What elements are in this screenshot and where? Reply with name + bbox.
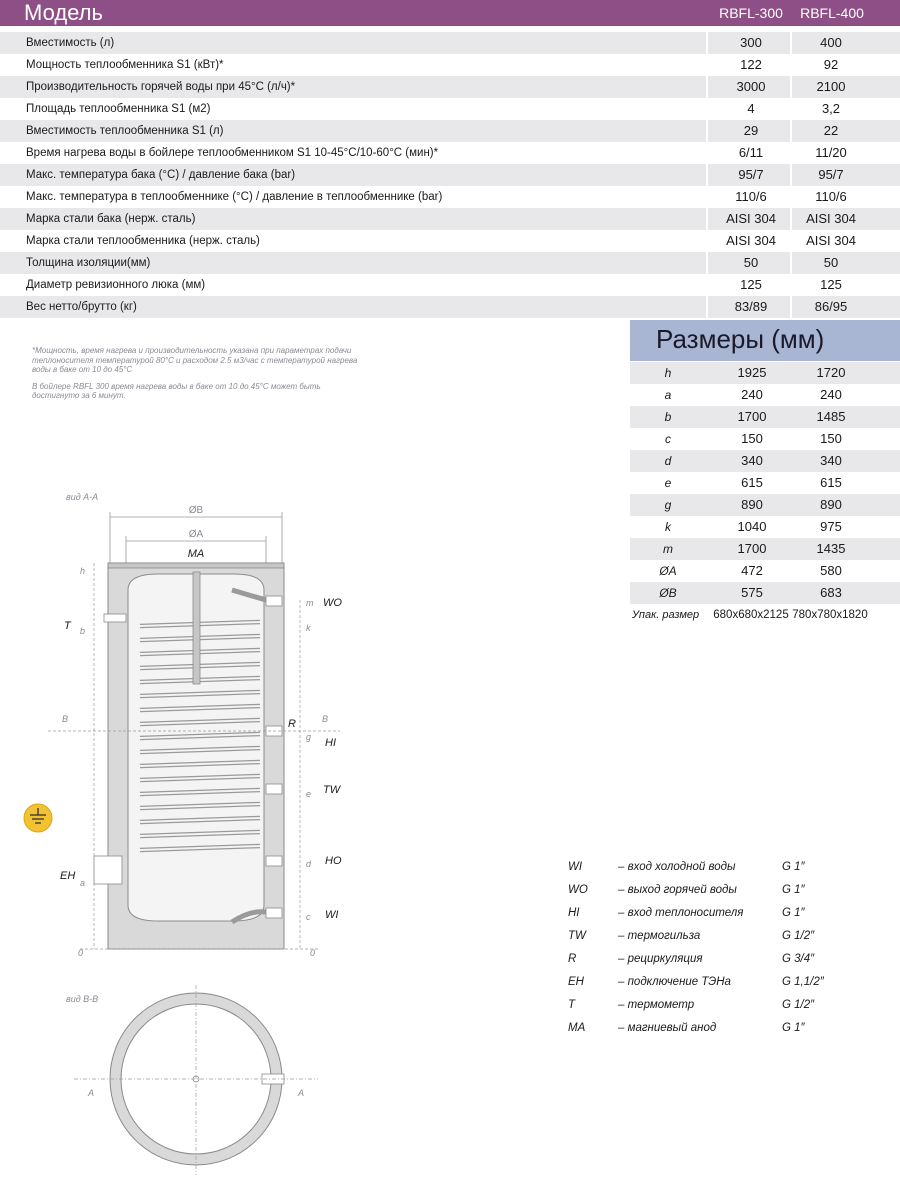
dim-value-300: 1040 [737,519,767,534]
dim-k-label: k [306,623,311,633]
dim-value-400: 615 [820,475,842,490]
section-b-right: B [322,714,329,724]
spec-row [0,296,900,318]
spec-value-400: AISI 304 [806,211,856,226]
spec-value-400: 22 [823,123,839,138]
spec-value-400: 400 [820,35,842,50]
dimensions-header [630,320,900,361]
dim-value-300: 150 [741,431,763,446]
spec-row [0,208,900,230]
dim-value-400: 240 [820,387,842,402]
dim-key: a [664,388,672,402]
legend-conn: G 1″ [782,861,805,873]
zero-right-label: 0 [310,948,316,958]
dim-key: m [663,542,673,556]
footnote-performance: *Мощность, время нагрева и производительность указана при параметрах подачи теплоносителя температурой 80°C и расходом 2.5 м3/час с температурой нагрева воды в баке от 10 до 45°C [32,346,358,374]
section-bb [74,985,318,1175]
spec-value-300: AISI 304 [726,233,776,248]
spec-row [0,54,900,76]
dim-row-pack [630,604,900,626]
dim-value-400: 1720 [816,365,846,380]
dim-value-400: 150 [820,431,842,446]
spec-value-300: 125 [740,277,762,292]
spec-value-300: AISI 304 [726,211,776,226]
dim-value-300: 472 [741,563,763,578]
footnote [32,346,362,408]
dim-row [630,428,900,450]
spec-value-300: 122 [740,57,762,72]
dim-row [630,406,900,428]
dim-key: d [664,454,672,468]
dim-m-label: m [306,598,314,608]
legend-desc: – рециркуляция [618,953,703,965]
legend-conn: G 3/4″ [782,953,815,965]
spec-row [0,230,900,252]
legend-conn: G 1/2″ [782,930,815,942]
spec-value-400: AISI 304 [806,233,856,248]
dim-key: h [664,366,672,380]
dim-g-label: g [306,732,312,742]
ground-icon [24,804,52,832]
t-label: T [64,620,71,632]
spec-label: Толщина изоляции(мм) [26,257,151,269]
legend-row [568,879,868,902]
dim-key: g [664,498,672,512]
view-aa-label: вид A-A [66,492,99,502]
spec-value-300: 29 [743,123,759,138]
legend-desc: – вход холодной воды [618,861,736,873]
dim-d-label: d [306,859,312,869]
spec-value-300: 4 [747,101,755,116]
dim-e-label: e [306,789,312,799]
dim-value-300: 615 [741,475,763,490]
dim-value-400: 890 [820,497,842,512]
spec-value-400: 125 [820,277,842,292]
dia-b-label: ØB [188,505,204,516]
dim-row [630,472,900,494]
dim-key: ØA [659,564,677,578]
dim-b-label: b [80,626,86,636]
spec-value-400: 2100 [816,79,846,94]
dim-row [630,494,900,516]
legend-conn: G 1/2″ [782,999,815,1011]
connections-legend [568,856,868,1040]
spec-value-300: 3000 [736,79,766,94]
ho-label: HO [325,855,342,867]
header-title: Модель [24,0,103,25]
spec-value-400: 92 [823,57,839,72]
dim-value-400: 780x780x1820 [792,609,868,621]
r-label: R [288,718,296,730]
legend-desc: – термогильза [618,930,701,942]
spec-row [0,186,900,208]
header-bar [0,0,900,26]
legend-desc: – подключение ТЭНа [618,976,731,988]
legend-row [568,925,868,948]
dim-row [630,362,900,384]
dim-value-300: 340 [741,453,763,468]
dim-value-400: 340 [820,453,842,468]
spec-row [0,98,900,120]
dim-h-label: h [80,566,86,576]
section-a-right: A [298,1088,305,1098]
legend-conn: G 1,1/2″ [782,976,824,988]
legend-desc: – выход горячей воды [618,884,737,896]
section-b-left: B [62,714,69,724]
dimensions-title: Размеры (мм) [656,324,825,354]
spec-value-300: 83/89 [734,299,768,314]
spec-label: Диаметр ревизионного люка (мм) [26,279,206,291]
dim-value-400: 1485 [816,409,846,424]
view-bb-label: вид B-B [66,994,99,1004]
legend-desc: – магниевый анод [618,1022,717,1034]
dim-value-300: 680x680x2125 [713,609,789,621]
dim-value-400: 683 [820,585,842,600]
spec-label: Вместимость теплообменника S1 (л) [26,125,224,137]
spec-label: Марка стали теплообменника (нерж. сталь) [26,235,260,247]
dim-value-300: 890 [741,497,763,512]
eh-label: EH [60,870,76,882]
spec-value-400: 3,2 [821,101,841,116]
dim-value-300: 1700 [737,541,767,556]
dim-value-400: 1435 [816,541,846,556]
dim-value-400: 975 [820,519,842,534]
dim-c-label: c [306,912,311,922]
legend-row [568,948,868,971]
legend-code: R [568,953,577,965]
spec-label: Вес нетто/брутто (кг) [26,301,137,313]
spec-value-400: 110/6 [815,189,847,204]
footnote-rbfl300: В бойлере RBFL 300 время нагрева воды в баке от 10 до 45°C может быть достигнуто за 6 минут. [32,381,321,400]
spec-row [0,164,900,186]
model-rbfl-300: RBFL-300 [719,5,783,21]
dim-row [630,516,900,538]
zero-left-label: 0 [78,948,84,958]
spec-value-300: 50 [743,255,759,270]
legend-row [568,902,868,925]
dim-key: ØB [659,586,677,600]
spec-value-400: 11/20 [815,145,847,160]
legend-code: WI [568,861,583,873]
tw-label: TW [323,784,341,796]
spec-label: Время нагрева воды в бойлере теплообменником S1 10-45°C/10-60°C (мин)* [26,147,439,159]
dim-value-300: 1700 [737,409,767,424]
dim-row [630,450,900,472]
legend-code: MA [568,1022,586,1034]
dim-row [630,560,900,582]
dia-a-label: ØA [188,529,204,540]
model-rbfl-400: RBFL-400 [800,5,864,21]
legend-row [568,971,868,994]
wo-label: WO [323,597,342,609]
spec-value-300: 110/6 [735,189,767,204]
dim-value-300: 575 [741,585,763,600]
boiler-drawing [0,480,420,1180]
spec-row [0,76,900,98]
legend-code: EH [568,976,584,988]
spec-value-400: 50 [823,255,839,270]
dim-key: k [665,520,671,534]
spec-label: Мощность теплообменника S1 (кВт)* [26,59,224,71]
legend-conn: G 1″ [782,1022,805,1034]
legend-row [568,1017,868,1040]
spec-label: Макс. температура бака (°C) / давление бака (bar) [26,169,296,181]
spec-row [0,32,900,54]
dim-row [630,384,900,406]
legend-conn: G 1″ [782,907,805,919]
legend-code: HI [568,907,580,919]
section-a-left: A [88,1088,95,1098]
spec-row [0,142,900,164]
ma-label: MA [187,548,205,560]
legend-conn: G 1″ [782,884,805,896]
dim-row [630,582,900,604]
legend-code: TW [568,930,586,942]
spec-label: Производительность горячей воды при 45°C (л/ч)* [26,81,296,93]
wi-label: WI [325,909,339,921]
dim-key: b [664,410,672,424]
dim-row [630,538,900,560]
legend-code: T [568,999,576,1011]
spec-label: Площадь теплообменника S1 (м2) [26,103,211,115]
dim-a-label: a [80,878,86,888]
spec-value-300: 6/11 [738,145,764,160]
spec-value-400: 86/95 [814,299,848,314]
spec-label: Марка стали бака (нерж. сталь) [26,213,196,225]
legend-row [568,994,868,1017]
hi-label: HI [325,737,336,749]
legend-desc: – термометр [618,999,695,1011]
dim-key: Упак. размер [632,609,700,621]
dim-value-300: 1925 [737,365,767,380]
spec-value-300: 95/7 [738,167,764,182]
spec-row [0,274,900,296]
dim-key: c [665,432,671,446]
legend-row [568,856,868,879]
spec-row [0,252,900,274]
tank-body [94,563,284,949]
dim-key: e [664,476,672,490]
legend-desc: – вход теплоносителя [618,907,744,919]
dimensions-table [630,362,900,626]
spec-row [0,120,900,142]
spec-value-300: 300 [740,35,762,50]
legend-code: WO [568,884,588,896]
dim-value-300: 240 [741,387,763,402]
dim-value-400: 580 [820,563,842,578]
spec-label: Вместимость (л) [26,37,115,49]
spec-table [0,32,900,318]
spec-label: Макс. температура в теплообменнике (°C) / давление в теплообменнике (bar) [26,191,443,203]
spec-value-400: 95/7 [818,167,844,182]
